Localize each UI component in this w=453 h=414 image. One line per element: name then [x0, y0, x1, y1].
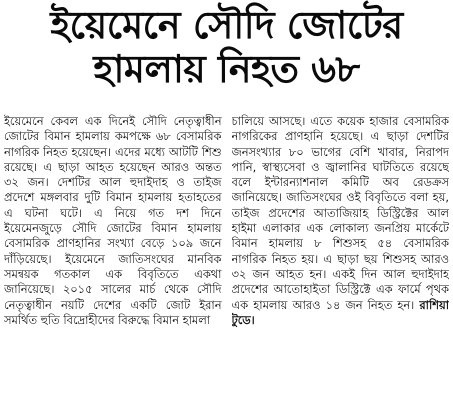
headline-line-1: ইয়েমেনে সৌদি জোটের	[50, 3, 403, 47]
article-column-2	[232, 114, 450, 414]
article-body	[4, 114, 449, 414]
newspaper-clipping	[0, 3, 453, 414]
column-1-text: ইয়েমেনে কেবল এক দিনেই সৌদি নেতৃত্বাধীন জোটের বিমান হামলায় কমপক্ষে ৬৮ বেসামরিক নাগরিক নিহত হয়েছেন। এদের মধ্যে আটটি শিশু রয়েছে। এ ছাড়া আহত হয়েছেন আরও অন্তত ৩২ জন। দেশটির আল হুদাইদাহ ও তাইজ প্রদেশে মঙ্গলবার দুটি বিমান হামলায় হতাহতের এ ঘটনা ঘটে। এ নিয়ে গত দশ দিনে ইয়েমেনজুড়ে সৌদি জোটের বিমান হামলায় বেসামরিক প্রাণহানির সংখ্যা বেড়ে ১০৯ জনে দাঁড়িয়েছে। ইয়েমেনে জাতিসংঘের মানবিক সমন্বয়ক গতকাল এক বিবৃতিতে একথা জানিয়েছে। ২০১৫ সালের মার্চ থেকে সৌদি নেতৃত্বাধীন নয়টি দেশের একটি জোট ইরান সমর্থিত হুতি বিদ্রোহীদের বিরুদ্ধে বিমান হামলা	[4, 114, 222, 327]
news-source: রাশিয়া টুডে।	[231, 297, 449, 327]
column-2-paragraph	[232, 114, 450, 328]
headline-line-2: হামলায় নিহত ৬৮	[93, 46, 360, 91]
article-column-1	[4, 114, 222, 414]
column-2-text: চালিয়ে আসছে। এতে কয়েক হাজার বেসামরিক নাগরিকের প্রাণহানি হয়েছে। এ ছাড়া দেশটির জনসংখ্যার ৮০ ভাগের বেশি খাবার, নিরাপদ পানি, স্বাস্থ্যসেবা ও জ্বালানির ঘাটতিতে রয়েছে বলে ইন্টারন্যাশনাল কমিটি অব রেডক্রস জানিয়েছে। জাতিসংঘের ওই বিবৃতিতে বলা হয়, তাইজ প্রদেশের আতাজিয়াহ ডিস্ট্রিক্টের আল হাইমা এলাকার এক লোকাল্য জনপ্রিয় মার্কেটে বিমান হামলায় ৮ শিশুসহ ৫৪ বেসামরিক নাগরিক নিহত হয়। এ ছাড়া ছয় শিশুসহ আরও ৩২ জন আহত হন। একই দিন আল হুদাইদাহ প্রদেশের আতোহাইতা ডিস্ট্রিক্টে এক ফার্মে পৃথক এক হামলায় আরও ১৪ জন নিহত হন।	[231, 114, 449, 312]
